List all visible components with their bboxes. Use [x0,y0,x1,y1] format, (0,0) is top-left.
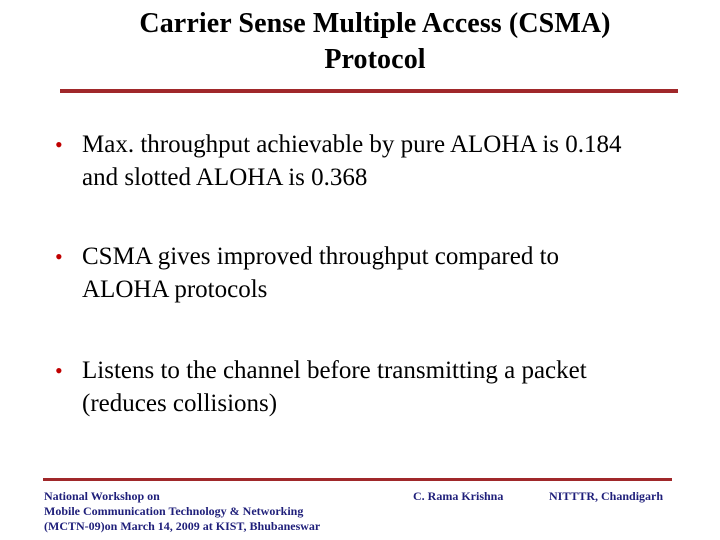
bullet-item-2 [55,240,720,306]
bullet-item-3 [55,354,720,420]
footer-institution: NITTTR, Chandigarh [549,489,664,503]
bullet-3-line-1: Listens to the channel before transmitting a packet [82,357,587,384]
bullet-2-line-2: ALOHA protocols [82,276,268,303]
bullet-1-line-1: Max. throughput achievable by pure ALOHA is 0.184 [82,131,622,158]
slide-title [30,6,720,78]
bullet-1-line-2: and slotted ALOHA is 0.368 [82,164,368,191]
bullet-dot-icon: • [55,358,63,383]
footer-event-line-3: (MCTN-09)on March 14, 2009 at KIST, Bhubaneswar [44,519,321,533]
slide-title-line-2: Protocol [324,44,426,75]
footer-event-line-2: Mobile Communication Technology & Networking [44,504,304,518]
footer-divider [43,478,672,481]
slide-title-line-1: Carrier Sense Multiple Access (CSMA) [139,8,611,39]
bullet-dot-icon: • [55,244,63,269]
footer-author: C. Rama Krishna [413,489,504,503]
title-divider [60,89,678,93]
bullet-item-1 [55,128,720,194]
bullet-3-line-2: (reduces collisions) [82,390,278,417]
bullet-dot-icon: • [55,132,63,157]
footer-event-line-1: National Workshop on [44,489,160,503]
footer-event-info [44,489,404,534]
bullet-2-line-1: CSMA gives improved throughput compared to [82,243,560,270]
